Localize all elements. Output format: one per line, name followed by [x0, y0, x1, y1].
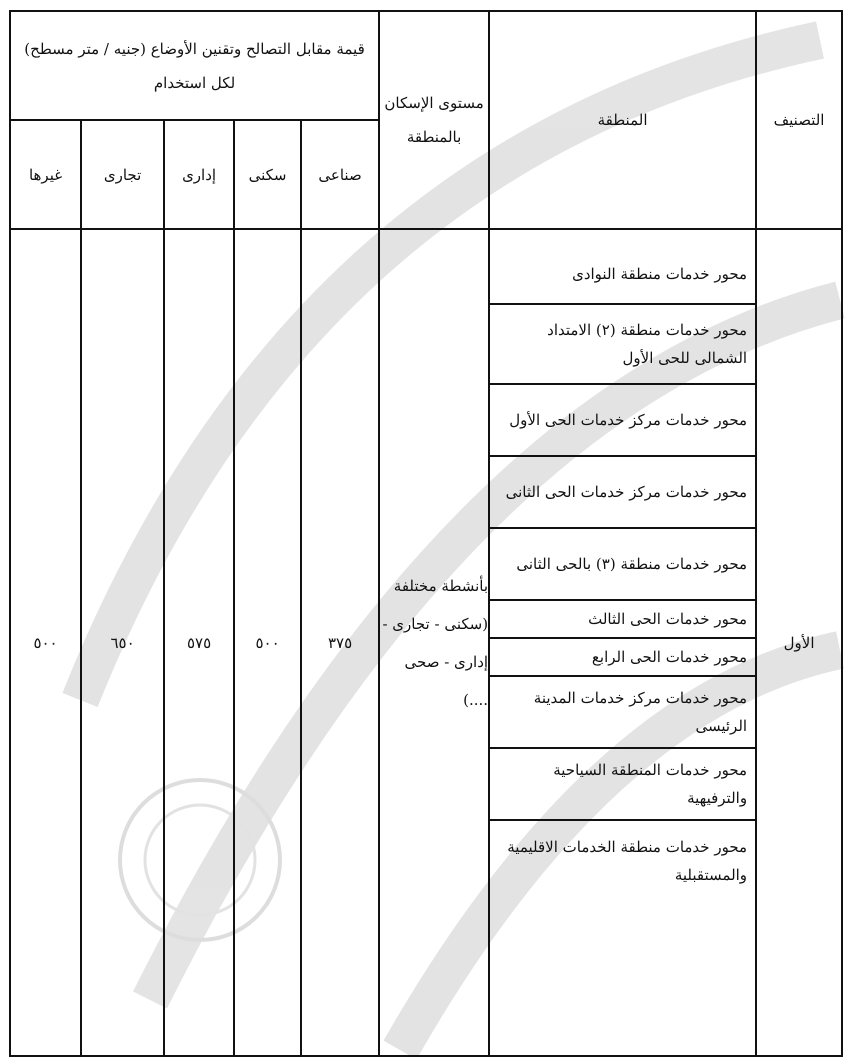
housing-level-cell: بأنشطة مختلفة (سكنى - تجارى - إدارى - صحى ....): [379, 229, 489, 1056]
header-residential: سكنى: [234, 120, 301, 229]
list-item: محور خدمات المنطقة السياحية والترفيهية: [490, 748, 755, 820]
list-item: محور خدمات مركز خدمات الحى الأول: [490, 384, 755, 456]
value-industrial: ٣٧٥: [301, 229, 379, 1056]
header-industrial: صناعى: [301, 120, 379, 229]
list-item: محور خدمات منطقة النوادى: [490, 244, 755, 304]
value-administrative: ٥٧٥: [164, 229, 234, 1056]
list-item: محور خدمات مركز خدمات الحى الثانى: [490, 456, 755, 528]
list-item: محور خدمات الحى الثالث: [490, 600, 755, 638]
list-item: محور خدمات منطقة (٣) بالحى الثانى: [490, 528, 755, 600]
header-region: المنطقة: [489, 11, 756, 229]
value-commercial: ٦٥٠: [81, 229, 164, 1056]
regions-list: [490, 244, 755, 900]
list-item: محور خدمات مركز خدمات المدينة الرئيسى: [490, 676, 755, 748]
list-item: محور خدمات منطقة الخدمات الاقليمية والمستقبلية: [507, 837, 748, 884]
header-housing-level: مستوى الإسكان بالمنطقة: [379, 11, 489, 229]
header-other: غيرها: [10, 120, 81, 229]
value-residential: ٥٠٠: [234, 229, 301, 1056]
header-commercial: تجارى: [81, 120, 164, 229]
reconciliation-table: [9, 10, 843, 1057]
header-classification: التصنيف: [756, 11, 842, 229]
list-item: محور خدمات الحى الرابع: [490, 638, 755, 676]
value-other: ٥٠٠: [10, 229, 81, 1056]
classification-cell: الأول: [756, 229, 842, 1056]
header-administrative: إدارى: [164, 120, 234, 229]
header-value-group: قيمة مقابل التصالح وتقنين الأوضاع (جنيه / متر مسطح) لكل استخدام: [10, 11, 379, 120]
list-item: محور خدمات منطقة (٢) الامتداد الشمالى للحى الأول: [490, 304, 755, 384]
